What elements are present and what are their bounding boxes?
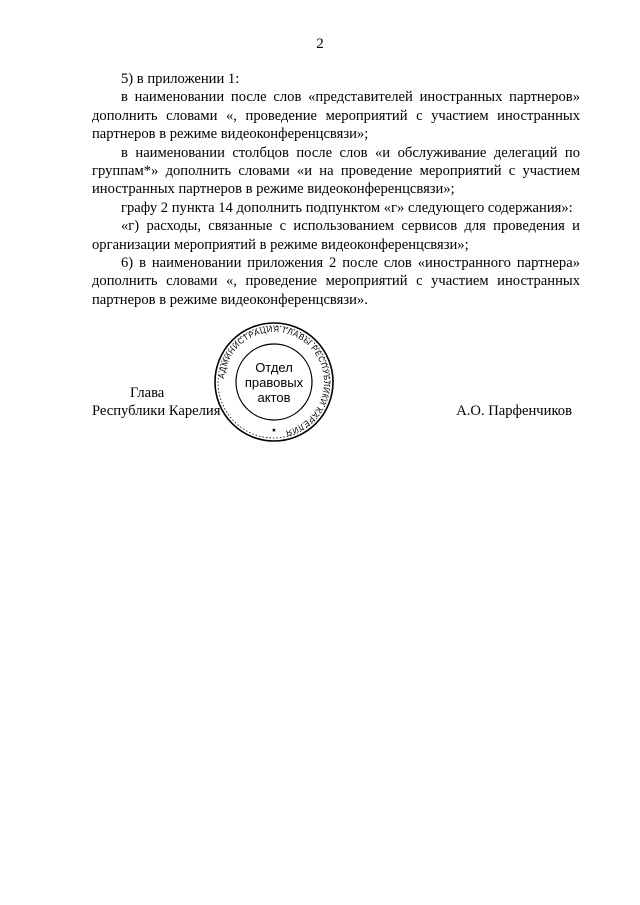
stamp-line2: правовых	[244, 375, 304, 390]
paragraph-item-6: 6) в наименовании приложения 2 после слов «иностранного партнера» дополнить словами «, проведение мероприятий с участием иностранных партнеров в режиме видеоконференцсвязи».	[92, 255, 580, 308]
stamp-line1: Отдел	[255, 360, 293, 375]
stamp-ring-text: АДМИНИСТРАЦИЯ ГЛАВЫ РЕСПУБЛИКИ КАРЕЛИЯ	[217, 324, 332, 438]
paragraph-title-amendment: в наименовании после слов «представителей иностранных партнеров» дополнить словами «, проведение мероприятий с участием иностранных партнеров в режиме видеоконференцсвязи»;	[92, 89, 580, 143]
signature-title-line1: Глава	[130, 385, 165, 401]
signature-title	[92, 384, 220, 421]
page-number: 2	[316, 36, 324, 52]
stamp-line3: актов	[257, 390, 291, 405]
paragraph-subitem-g: «г) расходы, связанные с использованием сервисов для проведения и организации мероприятий в режиме видеоконференцсвязи»;	[92, 218, 580, 253]
paragraph-column-2-point-14: графу 2 пункта 14 дополнить подпунктом «г» следующего содержания»:	[121, 199, 573, 216]
signature-title-line2: Республики Карелия	[92, 403, 221, 420]
document-body	[92, 70, 580, 309]
official-stamp	[212, 320, 336, 444]
stamp-star-icon: ★	[271, 428, 277, 434]
signatory-name: А.О. Парфенчиков	[456, 403, 572, 419]
paragraph-item-5: 5) в приложении 1:	[121, 71, 240, 87]
paragraph-columns-amendment: в наименовании столбцов после слов «и обслуживание делегаций по группам*» дополнить словами «и на проведение мероприятий с участием иностранных партнеров в режиме видеоконференцсвязи»;	[92, 144, 580, 198]
